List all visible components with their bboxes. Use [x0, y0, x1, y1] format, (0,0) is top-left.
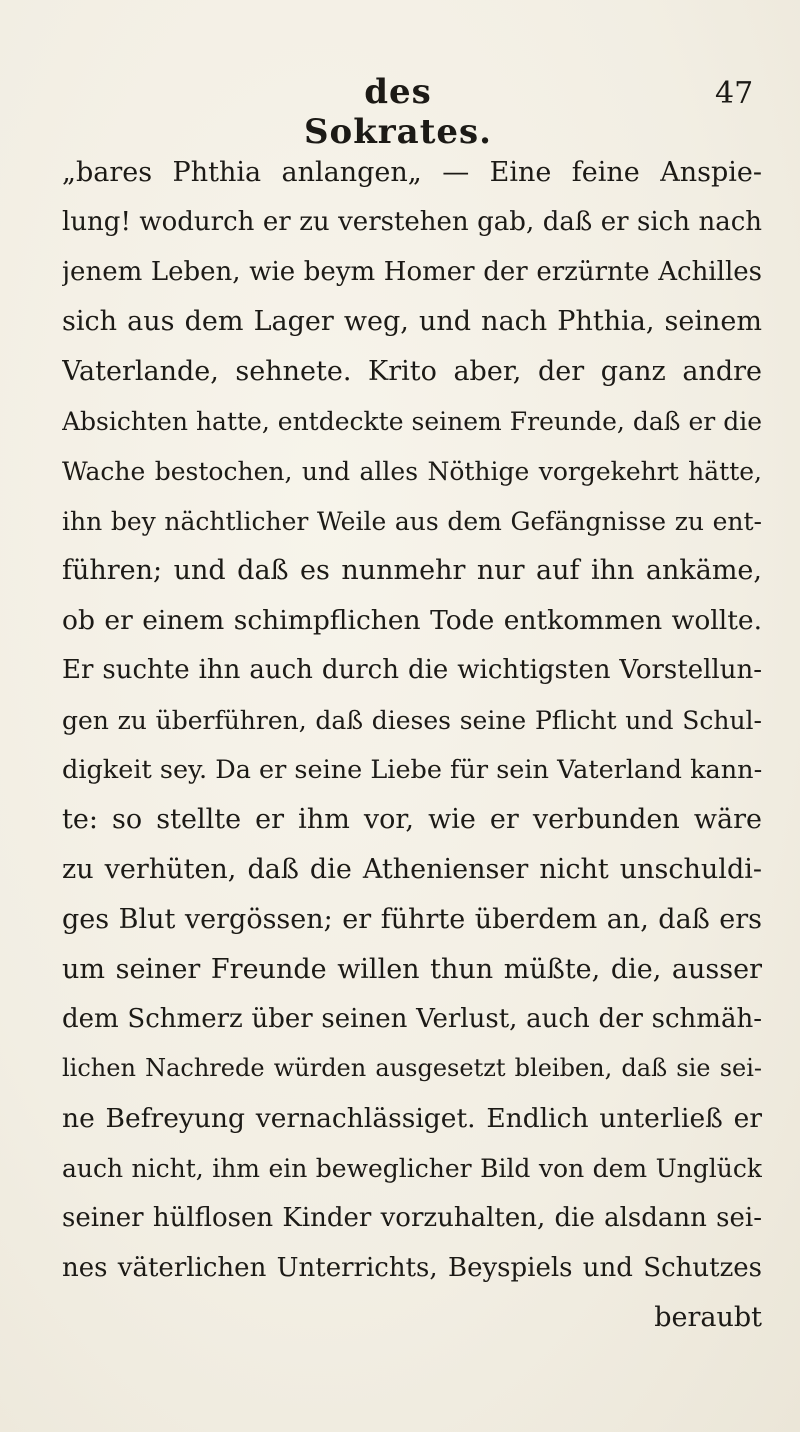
running-title: des Sokrates. — [303, 72, 493, 152]
text-line: auch nicht, ihm ein beweglicher Bild von dem Unglück — [62, 1153, 762, 1183]
text-line: um seiner Freunde willen thun müßte, die, ausser — [62, 953, 762, 985]
page-number: 47 — [715, 76, 754, 111]
text-line: Er suchte ihn auch durch die wichtigsten Vorstellun- — [62, 654, 762, 685]
text-line: Vaterlande, sehnete. Krito aber, der ganz andre — [62, 356, 762, 388]
text-line: ges Blut vergössen; er führte überdem an, daß ers — [62, 903, 762, 935]
text-line: führen; und daß es nunmehr nur auf ihn ankäme, — [62, 555, 762, 587]
text-line: gen zu überführen, daß dieses seine Pflicht und Schul- — [62, 705, 762, 735]
text-line: nes väterlichen Unterrichts, Beyspiels und Schutzes — [62, 1252, 762, 1283]
text-line: dem Schmerz über seinen Verlust, auch der schmäh- — [62, 1003, 762, 1034]
text-line: ob er einem schimpflichen Tode entkommen wollte. — [62, 605, 762, 637]
text-line: jenem Leben, wie beym Homer der erzürnte Achilles — [62, 256, 762, 287]
page-header — [0, 72, 800, 152]
text-line: sich aus dem Lager weg, und nach Phthia, seinem — [62, 306, 762, 338]
text-line: „bares Phthia anlangen„ — Eine feine Anspie- — [62, 157, 762, 188]
text-line: Absichten hatte, entdeckte seinem Freunde, daß er die — [62, 406, 762, 436]
body-text — [62, 148, 762, 1343]
text-line: te: so stellte er ihm vor, wie er verbunden wäre — [62, 804, 762, 836]
text-line: seiner hülflosen Kinder vorzuhalten, die alsdann sei- — [62, 1202, 762, 1233]
text-line: Wache bestochen, und alles Nöthige vorgekehrt hätte, — [62, 456, 762, 486]
text-line: lichen Nachrede würden ausgesetzt bleiben, daß sie sei- — [62, 1054, 762, 1083]
text-line: digkeit sey. Da er seine Liebe für sein Vaterland kann- — [62, 754, 762, 785]
catchword: beraubt — [654, 1302, 762, 1334]
text-line: ihn bey nächtlicher Weile aus dem Gefängnisse zu ent- — [62, 506, 762, 536]
text-line: ne Befreyung vernachlässiget. Endlich unterließ er — [62, 1103, 762, 1135]
text-line: lung! wodurch er zu verstehen gab, daß er sich nach — [62, 206, 762, 237]
text-line: zu verhüten, daß die Athenienser nicht unschuldi- — [62, 854, 762, 886]
